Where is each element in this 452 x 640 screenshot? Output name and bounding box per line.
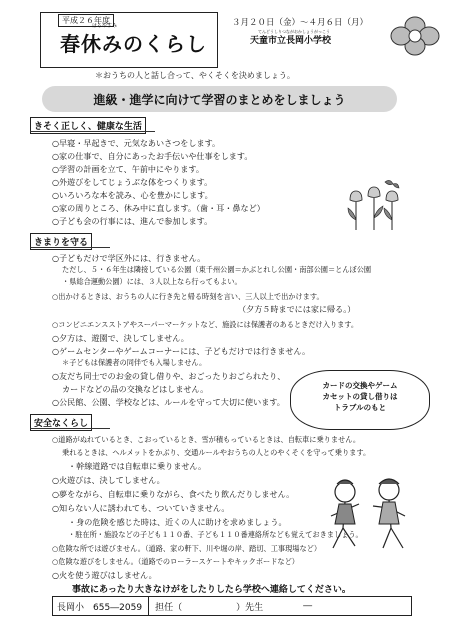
section-heading-rules: きまりを守る	[30, 233, 92, 250]
list-item: 乗れるときは、ヘルメットをかぶり、交通ルールやおうちの人とのやくそくを守って乗ります。	[62, 448, 371, 457]
year-label: 平成２６年度	[58, 14, 114, 27]
list-item: ○家の仕事で、自分にあったお手伝いや仕事をします。	[52, 151, 253, 161]
callout-line: カセットの貸し借りは	[322, 391, 398, 401]
school-phone: 長岡小 655―2059	[57, 602, 143, 613]
list-item: ○家の周りところ、休み中に直します。（歯・耳・鼻など）	[52, 203, 265, 213]
callout-line: カードの交換やゲーム	[322, 381, 398, 390]
section-rule	[30, 131, 155, 132]
list-item: ・幹線道路では自転車に乗りません。	[68, 461, 207, 471]
list-item: ・駐在所・施設などの子ども１１０番、子ども１１０番連絡所なども覚えておきましょう。	[68, 530, 363, 539]
list-item: ○公民館、公園、学校などは、ルールを守って大切に使います。	[52, 397, 285, 407]
callout-line: トラブルのもと	[333, 402, 387, 412]
list-item: ○危険な遊びをしません。（道路でのローラースケートやキックボードなど）	[52, 557, 299, 566]
section-heading-health: きそく正しく、健康な生活	[30, 117, 146, 134]
list-item: ○道路がぬれているとき、こおっているとき、雪が積もっているときは、自転車に乗りません。	[52, 435, 361, 444]
list-item: ○夢をながら、自転車に乗りながら、食べたり飲んだりしません。	[52, 489, 295, 499]
goal-banner: 進級・進学に向けて学習のまとめをしましょう	[42, 86, 397, 112]
children-icon	[315, 470, 425, 560]
section-rule	[30, 247, 110, 248]
title-ruby: はるやすみ	[92, 23, 118, 29]
contact-note: 事故にあったり大きなけがをしたりしたら学校へ連絡してください。	[72, 585, 351, 595]
subtitle: ＊おうちの人と話し合って、やくそくを決めましょう。	[95, 71, 295, 80]
list-item: ○ゲームセンターやゲームコーナーには、子どもだけでは行きません。	[52, 346, 311, 356]
section-rule	[30, 428, 110, 429]
list-item: ○火を使う遊びはしません。	[52, 570, 157, 580]
trouble-callout	[290, 370, 430, 430]
contact-box	[52, 596, 412, 616]
list-item: ・身の危険を感じた時は、近くの人に助けを求めましょう。	[68, 517, 287, 527]
list-item: ○出かけるときは、おうちの人に行き先と帰る時刻を言い、三人以上で出かけます。	[52, 292, 324, 301]
flower-icon	[385, 12, 445, 62]
page-title: 春休みのくらし	[60, 32, 207, 56]
list-item: ○いろいろな本を読み、心を豊かにします。	[52, 190, 213, 200]
school-ruby: てんどうしりつながおかしょうがっこう	[258, 29, 330, 34]
list-item: ○危険な所では遊びません。（道路、家の軒下、川や堀の岸、踏切、工事現場など）	[52, 544, 322, 553]
list-item: ○外遊びをしてじょうぶな体をつくります。	[52, 177, 213, 187]
list-item: ○コンビニエンスストアやスーパーマーケットなど、施設には保護者のあるときだけ入ります。	[52, 320, 359, 329]
list-item: ○早寝・早起きで、元気なあいさつをします。	[52, 138, 221, 148]
list-item: ○子どもだけで学区外には、行きません。	[52, 253, 206, 263]
school-name: 天童市立長岡小学校	[250, 36, 332, 46]
date-range: ３月２０日（金）～４月６日（月）	[232, 18, 369, 28]
teacher-field: 担任（ ）先生	[155, 602, 264, 613]
list-item: ○学習の計画を立て、午前中にやります。	[52, 164, 204, 174]
divider	[148, 597, 149, 615]
list-item: ○火遊びは、決してしません。	[52, 475, 165, 485]
teacher-phone: ―	[303, 601, 313, 611]
list-item: ＊子どもは保護者の同伴でも入場しません。	[62, 358, 207, 367]
list-item: ○子ども会の行事には、進んで参加します。	[52, 216, 213, 226]
list-item: ○知らない人に誘われても、ついていきません。	[52, 503, 230, 513]
list-item: ただし、５・６年生は隣接している公園（東千州公園＝かぶとれし公園・南部公園＝とんぼ公園	[62, 265, 372, 274]
tulips-icon	[340, 178, 410, 238]
list-item: ・県総合運動公園）には、３人以上なら行ってもよい。	[62, 277, 242, 286]
list-item: （夕方５時までには家に帰る。）	[238, 304, 356, 314]
section-heading-safety: 安全なくらし	[30, 414, 92, 431]
list-item: カードなどの品の交換などはしません。	[62, 384, 209, 394]
list-item: ○夕方は、遊園で、決してしません。	[52, 333, 189, 343]
list-item: ○友だち同士でのお金の貸し借りや、おごったりおごられたり、	[52, 371, 286, 381]
